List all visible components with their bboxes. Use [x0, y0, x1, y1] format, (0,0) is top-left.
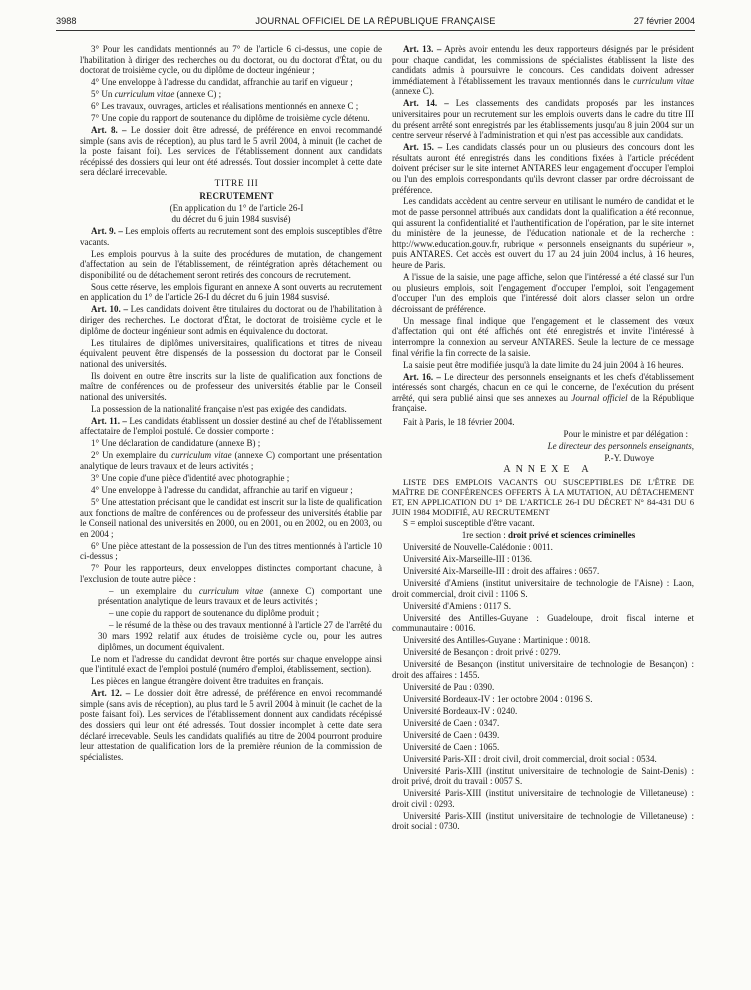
paragraph: La saisie peut être modifiée jusqu'à la date limite du 24 juin 2004 à 16 heures. [403, 359, 684, 370]
list-item: Université Aix-Marseille-III : droit des affaires : 0657. [403, 566, 600, 577]
paragraph: La possession de la nationalité française n'est pas exigée des candidats. [91, 403, 347, 414]
article-14: Art. 14. – Les classements des candidats proposés par les instances universitaires pour un recrutement sur les emplois ouverts dans le cadre du titre III du présent arrêté sont enregistrés par les établissements jusqu'au 8 juin 2004 sur un centre serveur réservé à l'administration et qui n'est pas accessible aux candidats. [392, 98, 694, 141]
list-item: – une copie du rapport de soutenance du diplôme produit ; [109, 608, 319, 619]
journal-title: JOURNAL OFFICIEL DE LA RÉPUBLIQUE FRANÇAISE [255, 16, 496, 26]
article-12: Art. 12. – Le dossier doit être adressé, de préférence en envoi recommandé simple (sans avis de réception), au plus tard le 5 avril 2004 à minuit (le cachet de la poste faisant foi). Les services de l'établissement donnent aux candidats récépissé des dossiers qui leur ont été adressés. Tout dossier incomplet à cette date sera déclaré irrecevable. Seuls les candidats qualifiés au titre de 2004 pourront produire leur attestation de qualification lors de la première réunion de la commission de spécialistes. [80, 688, 383, 762]
list-item: Université Bordeaux-IV : 0240. [403, 705, 518, 716]
university-list [392, 542, 694, 832]
list-item: Université des Antilles-Guyane : Martinique : 0018. [403, 635, 591, 646]
article-16: Art. 16. – Le directeur des personnels enseignants et les chefs d'établissement intéressés sont chargés, chacun en ce qui le concerne, de l'exécution du présent arrêté, qui sera publié ainsi que ses annexes au Journal officiel de la République française. [392, 371, 695, 414]
titre-note: (En application du 1° de l'article 26-I du décret du 6 juin 1984 susvisé) [169, 203, 304, 225]
list-item: Université de Besançon : droit privé : 0279. [403, 647, 561, 658]
list-item: Université de Nouvelle-Calédonie : 0011. [403, 542, 553, 553]
article-13: Art. 13. – Après avoir entendu les deux rapporteurs désignés par le président pour chaque candidat, les commissions de spécialistes établissent la liste des candidats admis à poursuivre le concours. Ces candidats doivent adresser immédiatement à l'établissement les travaux mentionnés dans le curriculum vitae (annexe C). [392, 44, 694, 97]
titre-subheading: RECRUTEMENT [199, 191, 274, 202]
list-item: – le résumé de la thèse ou des travaux mentionné à l'article 27 de l'arrêté du 30 mars 1992 relatif aux études de troisième cycle ou, pour les autres diplômes, un document équivalent. [98, 620, 382, 652]
list-item: Université Aix-Marseille-III : 0136. [403, 554, 532, 565]
signature-line: Pour le ministre et par délégation : [563, 428, 688, 439]
list-item: Université Paris-XII : droit civil, droit commercial, droit social : 0534. [403, 753, 657, 764]
paragraph: Les candidats accèdent au centre serveur en utilisant le numéro de candidat et le mot de passe personnel attribués aux candidats dont la qualification a été reconnue, qui assurent la confidentialité et l'authentification de l'opération, par le site internet du ministère de la jeunesse, de l'éducation nationale et de la recherche : http://www.education.gouv.fr, rubrique « personnels enseignants du supérieur », puis ANTARES. Cet accès est ouvert du 17 au 24 juin 2004 inclus, à 16 heures, heure de Paris. [392, 196, 694, 271]
list-item: Université de Besançon (institut universitaire de technologie de Besançon) : droit des affaires : 1455. [392, 659, 694, 680]
section-heading: 1re section : droit privé et sciences criminelles [461, 530, 636, 541]
paragraph: Le nom et l'adresse du candidat devront être portés sur chaque enveloppe ainsi que l'intitulé exact de l'emploi postulé (numéro d'emploi, établissement, section). [80, 653, 382, 675]
left-column [80, 44, 382, 764]
paragraph: 4° Une enveloppe à l'adresse du candidat, affranchie au tarif en vigueur ; [91, 484, 353, 495]
list-item: Université de Caen : 0439. [403, 729, 500, 740]
article-10: Art. 10. – Les candidats doivent être titulaires du doctorat ou de l'habilitation à diriger des recherches. Le doctorat d'État, le doctorat de troisième cycle et le diplôme de docteur ingénieur sont admis en équivalence du doctorat. [80, 304, 382, 336]
signature-title: Le directeur des personnels enseignants, [547, 440, 694, 451]
paragraph: Les pièces en langue étrangère doivent être traduites en français. [91, 676, 324, 687]
paragraph: 3° Pour les candidats mentionnés au 7° de l'article 6 ci-dessus, une copie de l'habilitation à diriger des recherches ou du doctorat, ou du doctorat d'État, ou du doctorat de troisième cycle, ou du diplôme de docteur ingénieur ; [80, 44, 382, 76]
list-item: Université Bordeaux-IV : 1er octobre 2004 : 0196 S. [403, 693, 593, 704]
list-item: Université d'Amiens : 0117 S. [403, 600, 512, 611]
paragraph: 7° Une copie du rapport de soutenance du diplôme de troisième cycle détenu. [91, 113, 370, 124]
right-column [392, 44, 694, 833]
paragraph: 6° Une pièce attestant de la possession de l'un des titres mentionnés à l'article 10 ci-dessus ; [80, 540, 382, 562]
article-9: Art. 9. – Les emplois offerts au recrutement sont des emplois susceptibles d'être vacants. [80, 226, 382, 247]
paragraph: 5° Une attestation précisant que le candidat est inscrit sur la liste de qualification aux fonctions de maître de conférences ou de professeur des universités établie par le Conseil national des universités en 2000, ou en 2001, ou en 2002, ou en 2003, ou en 2004 ; [80, 496, 382, 539]
paragraph: Un message final indique que l'engagement et le classement des vœux d'affectation qui ont été affichés ont été enregistrés et invite l'intéressé à interrompre la connexion au serveur ANTARES. Seule la lecture de ce message final vérifie la fin correcte de la saisie. [392, 315, 694, 358]
article-15: Art. 15. – Les candidats classés pour un ou plusieurs des concours dont les résultats auront été enregistrés dans les conditions fixées à l'article précédent doivent préciser sur le site internet ANTARES leur engagement d'occuper l'emploi ou l'un des emplois correspondants qu'ils devront classer par ordre décroissant de préférence. [392, 142, 695, 195]
list-item: Université de Pau : 0390. [403, 681, 495, 692]
paragraph: A l'issue de la saisie, une page affiche, selon que l'intéressé a été classé sur l'un ou plusieurs emplois, soit l'engagement d'occuper l'emploi, soit l'engagement d'occuper l'un des emplois que l'intéressé doit alors classer selon un ordre décroissant de préférence. [392, 272, 694, 314]
paragraph: 5° Un curriculum vitae (annexe C) ; [91, 89, 222, 100]
list-item: – un exemplaire du curriculum vitae (annexe C) comportant une présentation analytique de leurs travaux et de leurs activités ; [98, 585, 382, 607]
annexe-list-title: LISTE DES EMPLOIS VACANTS OU SUSCEPTIBLES DE L'ÊTRE DE MAÎTRE DE CONFÉRENCES OFFERTS À LA MUTATION, AU DÉTACHEMENT ET, EN APPLICATION DU 1° DE L'ARTICLE 26-I DU DÉCRET N° 84-431 DU 6 JUIN 1984 MODIFIÉ, AU RECRUTEMENT [392, 476, 694, 517]
annexe-heading: ANNEXE A [503, 463, 594, 475]
paragraph: 3° Une copie d'une pièce d'identité avec photographie ; [91, 472, 290, 483]
signature-date: Fait à Paris, le 18 février 2004. [403, 416, 515, 427]
paragraph: Les titulaires de diplômes universitaires, qualifications et titres de niveau équivalent peuvent être dispensés de la possession du doctorat par le Conseil national des universités. [80, 337, 382, 369]
paragraph: Sous cette réserve, les emplois figurant en annexe A sont ouverts au recrutement en application du 1° de l'article 26-I du décret du 6 juin 1984 susvisé. [80, 281, 382, 303]
article-8: Art. 8. – Le dossier doit être adressé, de préférence en envoi recommandé simple (sans avis de réception), au plus tard le 5 avril 2004, à minuit (le cachet de la poste faisant foi). Les services de l'établissement donnent aux candidats récépissé des dossiers qui leur ont été adressés. Tout dossier incomplet à cette date sera déclaré irrecevable. [80, 125, 383, 178]
page-header [56, 14, 695, 30]
list-item: Université de Caen : 1065. [403, 741, 500, 752]
page-number: 3988 [56, 16, 77, 26]
list-item: Université des Antilles-Guyane : Guadeloupe, droit fiscal interne et communautaire : 0016. [392, 612, 694, 634]
issue-date: 27 février 2004 [633, 16, 695, 26]
list-item: Université d'Amiens (institut universitaire de technologie de l'Aisne) : Laon, droit commercial, droit civil : 1106 S. [392, 578, 694, 599]
list-item: Université de Caen : 0347. [403, 717, 500, 728]
signature-name: P.-Y. Duwoye [604, 452, 654, 463]
list-item: Université Paris-XIII (institut universitaire de technologie de Villetaneuse) : droit civil : 0293. [392, 788, 694, 809]
paragraph: 7° Pour les rapporteurs, deux enveloppes distinctes comportant chacune, à l'exclusion de toute autre pièce : [80, 563, 382, 584]
legend: S = emploi susceptible d'être vacant. [403, 518, 535, 529]
list-item: Université Paris-XIII (institut universitaire de technologie de Saint-Denis) : droit privé, droit du travail : 0057 S. [392, 765, 694, 787]
paragraph: 6° Les travaux, ouvrages, articles et réalisations mentionnés en annexe C ; [91, 101, 359, 112]
paragraph: 4° Une enveloppe à l'adresse du candidat, affranchie au tarif en vigueur ; [91, 77, 353, 88]
paragraph: 1° Une déclaration de candidature (annexe B) ; [91, 438, 261, 449]
header-rule [56, 30, 695, 31]
titre-heading: TITRE III [214, 179, 259, 190]
article-11: Art. 11. – Les candidats établissent un dossier destiné au chef de l'établissement affectataire de l'emploi postulé. Ce dossier comporte : [80, 415, 382, 437]
paragraph: Les emplois pourvus à la suite des procédures de mutation, de changement d'affectation au sein de l'établissement, de réintégration après détachement ou disponibilité ou de détachement seront retirés des concours de recrutement. [80, 248, 382, 280]
paragraph: 2° Un exemplaire du curriculum vitae (annexe C) comportant une présentation analytique de leurs travaux et de leurs activités ; [80, 450, 382, 471]
paragraph: Ils doivent en outre être inscrits sur la liste de qualification aux fonctions de maître de conférences ou de professeur des universités établie par le Conseil national des universités. [80, 370, 382, 402]
list-item: Université Paris-XIII (institut universitaire de technologie de Villetaneuse) : droit social : 0730. [392, 810, 694, 832]
